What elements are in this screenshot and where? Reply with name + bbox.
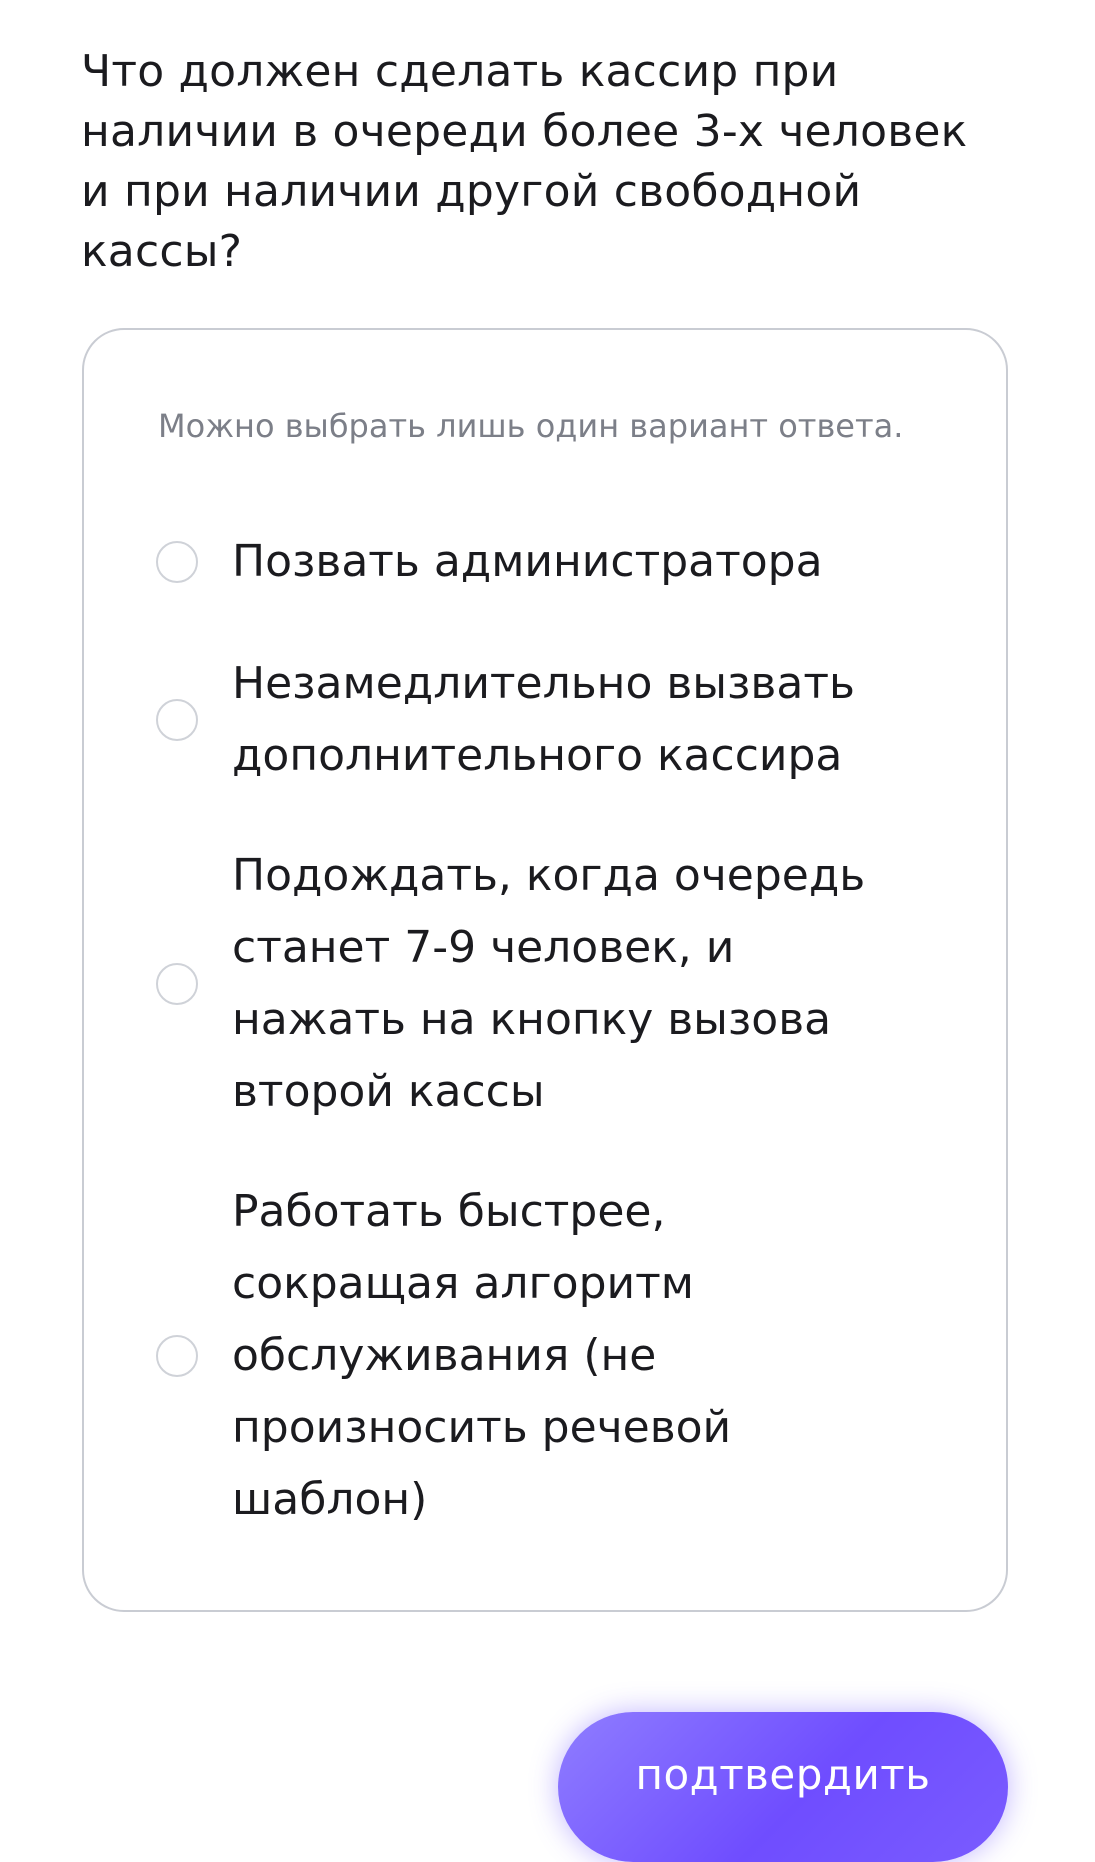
answer-option-1[interactable] [156,526,956,598]
answer-option-label: Подождать, когда очередь станет 7-9 человек, и нажать на кнопку вызова второй кассы [232,850,866,1117]
question-text: Что должен сделать кассир при наличии в очереди более 3-х человек и при наличии другой свободной кассы? [81,46,968,277]
radio-button-icon[interactable] [156,699,198,741]
radio-button-icon[interactable] [156,541,198,583]
answer-option-label: Работать быстрее, сокращая алгоритм обслуживания (не произносить речевой шаблон) [232,1186,732,1525]
answer-option-4[interactable] [156,1176,956,1536]
answer-option-3[interactable] [156,840,956,1128]
radio-button-icon[interactable] [156,963,198,1005]
selection-hint: Можно выбрать лишь один вариант ответа. [158,407,904,445]
answer-option-label: Незамедлительно вызвать дополнительного кассира [232,658,855,781]
radio-button-icon[interactable] [156,1335,198,1377]
answer-option-label: Позвать администратора [232,536,823,587]
submit-button-label: подтвердить [635,1750,931,1799]
submit-button[interactable] [558,1712,1008,1862]
answer-options-card [82,328,1008,1612]
answer-option-2[interactable] [156,648,956,792]
